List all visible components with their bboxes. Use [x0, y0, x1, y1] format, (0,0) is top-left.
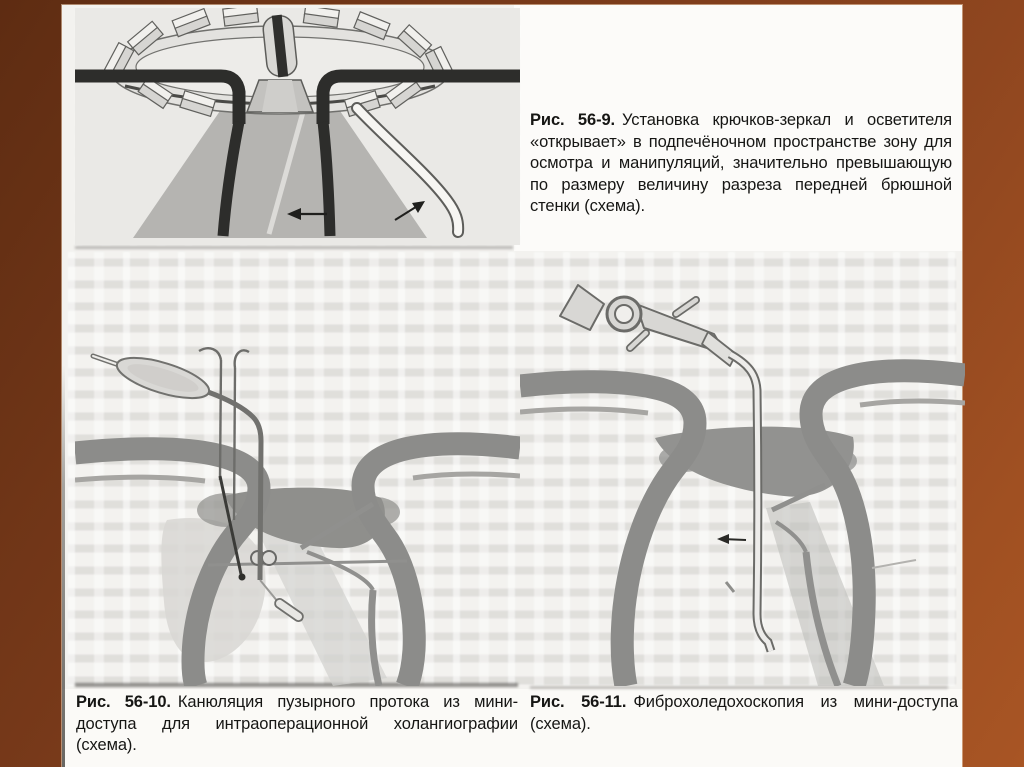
figure-caption-text: Установка крючков-зеркал и осветителя «открывает» в подпечёночном пространстве зону для осмотра и манипуляций, значительно превышающую по размеру величину разреза передней брюшной стенки (схема). — [530, 111, 952, 215]
scanned-book-page — [62, 5, 962, 767]
scope-shaft — [730, 354, 771, 651]
faint-mark — [726, 582, 734, 592]
figure-caption-text: Фиброхоледохоскопия из мини-доступа (схема). — [530, 693, 958, 733]
duct-clip — [251, 551, 276, 565]
figure-56-10-image — [75, 258, 520, 686]
arrow-left — [717, 534, 746, 544]
figure-label: Рис. 56-10. — [76, 693, 171, 711]
syringe — [93, 350, 213, 407]
figure-caption-text: Канюляция пузырного протока из мини-доступа для интраоперационной холангиографии (схема). — [76, 693, 518, 754]
retractor-hooks — [520, 371, 965, 686]
figure-caption-56-9 — [530, 110, 952, 218]
choledochoscopy-diagram — [520, 258, 965, 686]
figure-label: Рис. 56-9. — [530, 111, 616, 129]
figure-label: Рис. 56-11. — [530, 693, 627, 711]
figure-caption-56-10 — [76, 692, 518, 757]
ring-retractor-diagram — [75, 8, 520, 245]
faint-mark — [872, 560, 916, 568]
figure-56-9-image — [75, 8, 520, 245]
cannulation-diagram — [75, 258, 520, 686]
scan-smudge-line — [75, 246, 513, 249]
figure-56-11-image — [520, 258, 965, 686]
scope-funnel — [560, 285, 604, 330]
figure-caption-56-11 — [530, 692, 958, 735]
